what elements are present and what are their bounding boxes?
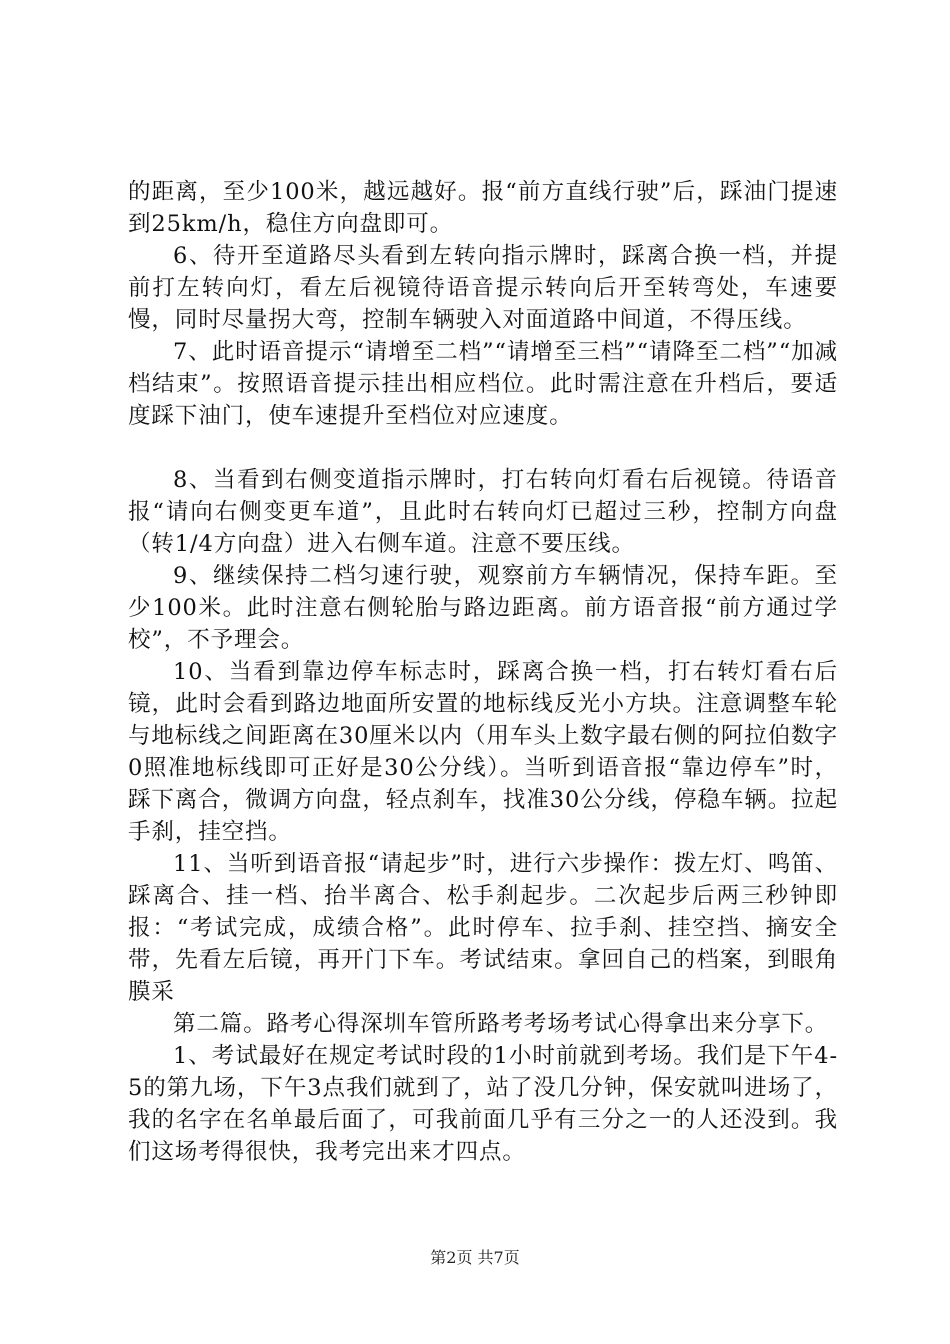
body-text: [128, 176, 838, 1168]
paragraph-continuation: 的距离，至少100米，越远越好。报“前方直线行驶”后，踩油门提速到25km/h，稳住方向盘即可。: [128, 179, 838, 237]
paragraph-step-7: 7、此时语音提示“请增至二档”“请增至三档”“请降至二档”“加减档结束”。按照语音提示挂出相应档位。此时需注意在升档后，要适度踩下油门，使车速提升至档位对应速度。: [128, 339, 838, 429]
paragraph-tip-1: 1、考试最好在规定考试时段的1小时前就到考场。我们是下午4-5的第九场，下午3点我们就到了，站了没几分钟，保安就叫进场了，我的名字在名单最后面了，可我前面几乎有三分之一的人还没到。我们这场考得很快，我考完出来才四点。: [128, 1043, 838, 1165]
page-number-footer: 第2页 共7页: [430, 1248, 520, 1267]
paragraph-step-11: 11、当听到语音报“请起步”时，进行六步操作：拨左灯、鸣笛、踩离合、挂一档、抬半离合、松手刹起步。二次起步后两三秒钟即报：“考试完成，成绩合格”。此时停车、拉手刹、挂空挡、摘安全带，先看左后镜，再开门下车。考试结束。拿回自己的档案，到眼角膜采: [128, 851, 838, 1005]
paragraph-step-10: 10、当看到靠边停车标志时，踩离合换一档，打右转灯看右后镜，此时会看到路边地面所安置的地标线反光小方块。注意调整车轮与地标线之间距离在30厘米以内（用车头上数字最右侧的阿拉伯数字0照准地标线即可正好是30公分线）。当听到语音报“靠边停车”时，踩下离合，微调方向盘，轻点刹车，找准30公分线，停稳车辆。拉起手刹，挂空挡。: [128, 659, 838, 845]
paragraph-step-9: 9、继续保持二档匀速行驶，观察前方车辆情况，保持车距。至少100米。此时注意右侧轮胎与路边距离。前方语音报“前方通过学校”，不予理会。: [128, 563, 838, 653]
paragraph-step-6: 6、待开至道路尽头看到左转向指示牌时，踩离合换一档，并提前打左转向灯，看左后视镜待语音提示转向后开至转弯处，车速要慢，同时尽量拐大弯，控制车辆驶入对面道路中间道，不得压线。: [128, 243, 838, 333]
paragraph-section-two-title: 第二篇。路考心得深圳车管所路考考场考试心得拿出来分享下。: [173, 1011, 829, 1037]
paragraph-step-8: 8、当看到右侧变道指示牌时，打右转向灯看右后视镜。待语音报“请向右侧变更车道”，且此时右转向灯已超过三秒，控制方向盘（转1/4方向盘）进入右侧车道。注意不要压线。: [128, 467, 838, 557]
